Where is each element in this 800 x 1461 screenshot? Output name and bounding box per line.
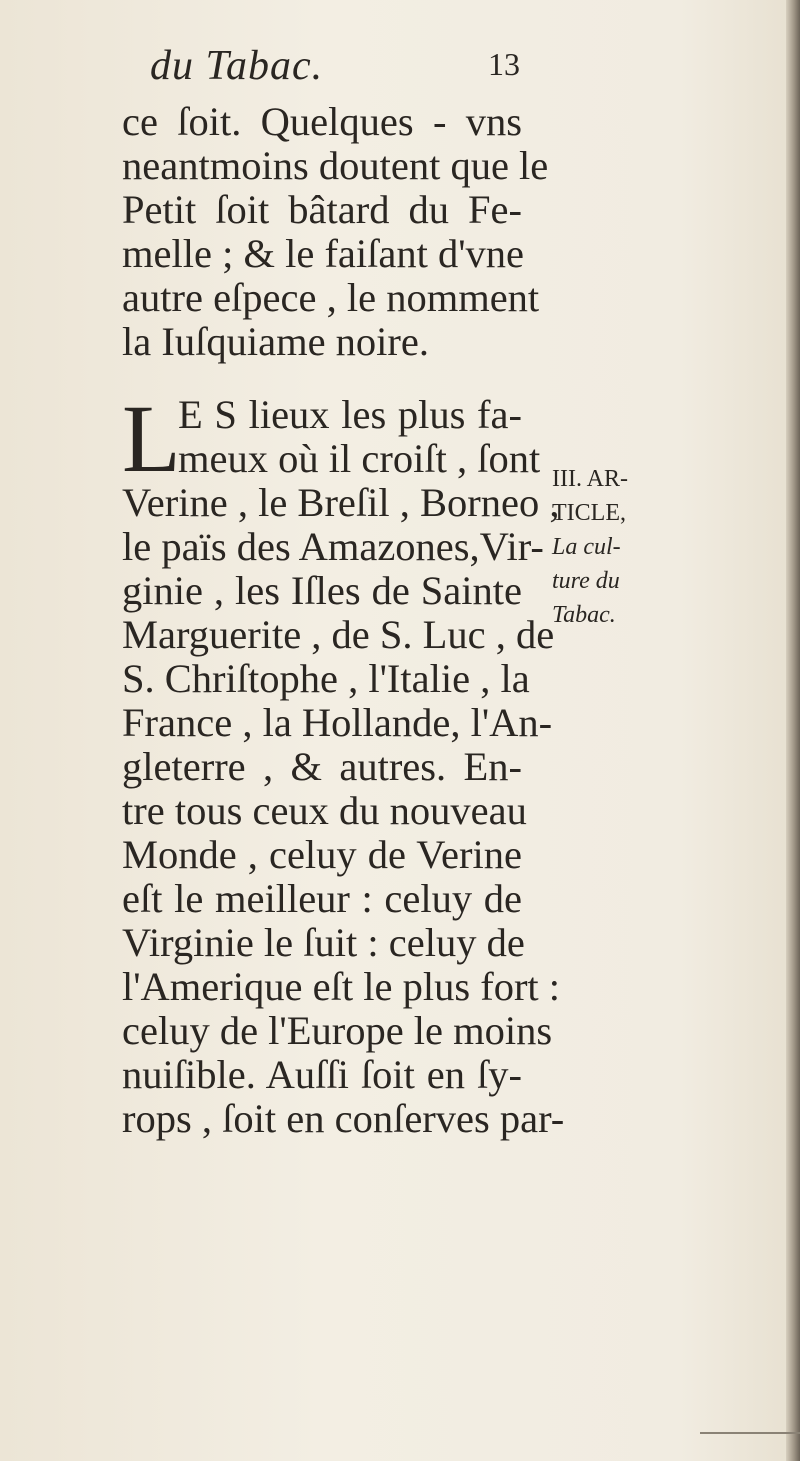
margin-note [552, 462, 662, 632]
page-edge [786, 0, 800, 1461]
text-line: le païs des Amazones,Vir- [122, 524, 544, 569]
text-line: celuy de l'Europe le moins [122, 1008, 553, 1053]
text-line: la Iuſquiame noire. [122, 319, 430, 364]
text-line: E S lieux les plus fa- [178, 392, 522, 437]
text-line: S. Chriſtophe , l'Italie , la [122, 656, 530, 701]
text-line: Marguerite , de S. Luc , de [122, 612, 555, 657]
text-line: eſt le meilleur : celuy de [122, 876, 522, 921]
margin-note-line: TICLE, [552, 500, 626, 526]
text-line: Monde , celuy de Verine [122, 832, 522, 877]
page-header [150, 42, 520, 92]
text-line: Virginie le ſuit : celuy de [122, 920, 525, 965]
text-line: Petit ſoit bâtard du Fe- [122, 187, 522, 232]
paragraph-gap [122, 364, 522, 393]
text-line: rops , ſoit en conſerves par- [122, 1096, 565, 1141]
margin-note-line: Tabac. [552, 602, 616, 628]
text-line: France , la Hollande, l'An- [122, 700, 553, 745]
margin-note-line: III. AR- [552, 466, 628, 492]
paragraph-1 [122, 99, 549, 364]
text-line: autre eſpece , le nomment [122, 275, 540, 320]
text-line: ce ſoit. Quelques - vns [122, 99, 522, 144]
text-line: tre tous ceux du nouveau [122, 788, 527, 833]
body-text [122, 99, 565, 1141]
text-line: l'Amerique eſt le plus fort : [122, 964, 561, 1009]
margin-note-line: La cul- [552, 534, 621, 560]
drop-capital: L [122, 385, 181, 492]
text-line: nuiſible. Auſſi ſoit en ſy- [122, 1052, 522, 1097]
text-line: ginie , les Iſles de Sainte [122, 568, 522, 613]
text-line: gleterre , & autres. En- [122, 744, 522, 789]
text-line: Verine , le Breſil , Borneo , [122, 480, 560, 525]
page-bottom-rule [700, 1432, 800, 1434]
text-line: meux où il croiſt , ſont [178, 436, 541, 481]
text-line: melle ; & le faiſant d'vne [122, 231, 525, 276]
margin-note-line: ture du [552, 568, 620, 594]
paragraph-2 [122, 385, 565, 1141]
page-number: 13 [488, 46, 520, 82]
running-title: du Tabac. [150, 43, 324, 89]
text-line: neantmoins doutent que le [122, 143, 549, 188]
